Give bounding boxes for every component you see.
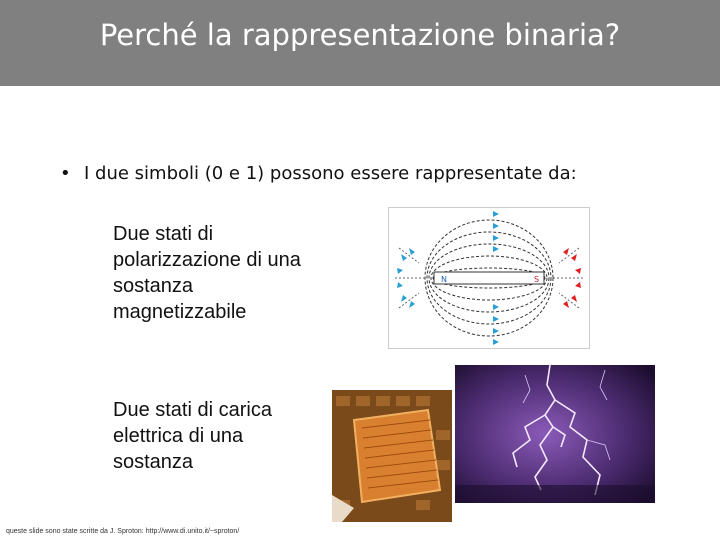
footer-credit: queste slide sono state scritte da J. Sproton: http://www.di.unito.it/~sproton/ [6, 528, 240, 535]
slide-title: Perché la rappresentazione binaria? [99, 18, 621, 52]
bullet-marker: • [60, 163, 71, 184]
bullet-point [60, 163, 577, 184]
microchip-image [332, 390, 452, 522]
lightning-image [455, 365, 655, 503]
magnetic-polarization-text: Due stati di polarizzazione di una sostanza magnetizzabile [113, 223, 301, 323]
bullet-text: I due simboli (0 e 1) possono essere rappresentate da: [84, 163, 577, 184]
electric-charge-text: Due stati di carica elettrica di una sostanza [113, 399, 272, 473]
title-bar [0, 0, 720, 86]
south-label: S [534, 275, 540, 284]
magnet-field-image [388, 207, 590, 349]
north-label: N [441, 275, 447, 284]
